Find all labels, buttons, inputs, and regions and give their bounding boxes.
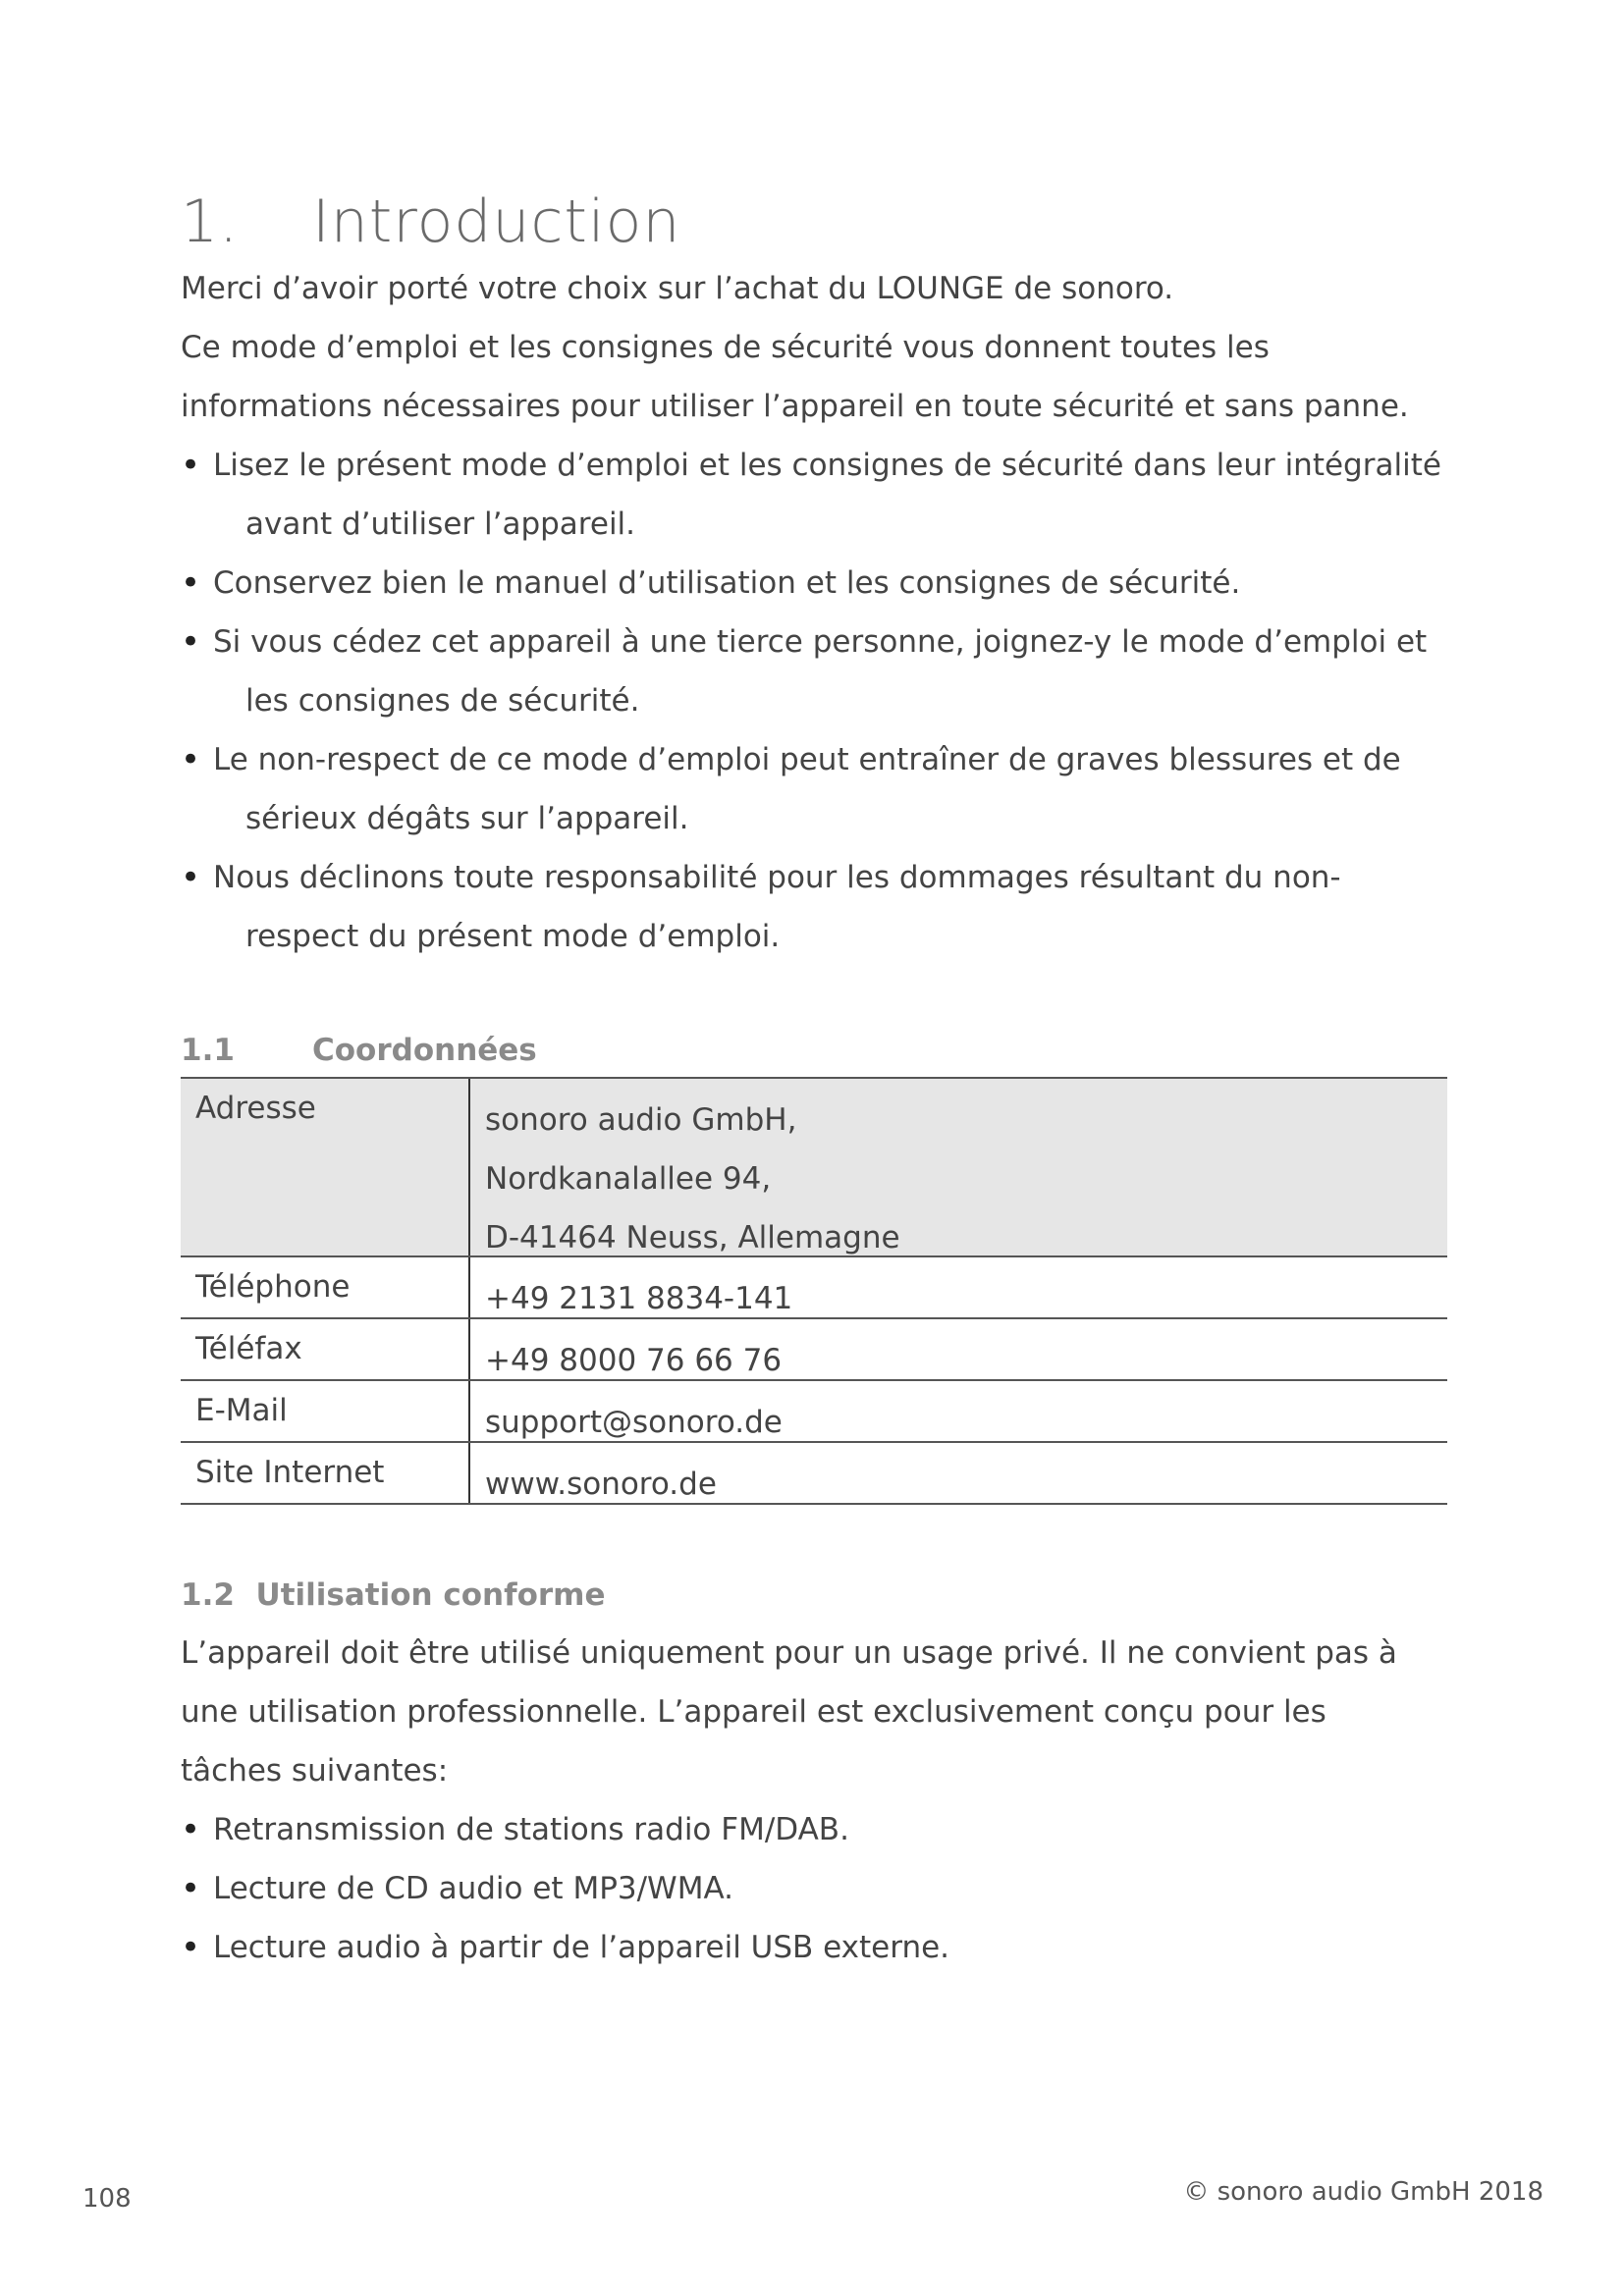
intro-bullet-list	[181, 436, 1457, 966]
row-label: Téléphone	[195, 1269, 351, 1305]
row-label: Site Internet	[195, 1455, 385, 1490]
email-value[interactable]: support@sonoro.de	[485, 1405, 783, 1440]
section-heading-contact	[181, 1033, 537, 1068]
section-title: Utilisation conforme	[255, 1577, 606, 1613]
intended-use-section	[181, 1624, 1408, 1977]
column-divider	[468, 1381, 470, 1441]
section-number: 1.2	[181, 1577, 235, 1613]
chapter-title: Introduction	[312, 187, 681, 256]
row-label: E-Mail	[195, 1393, 288, 1428]
contact-table	[181, 1077, 1447, 1505]
intended-use-paragraph: L’appareil doit être utilisé uniquement pour un usage privé. Il ne convient pas à une utilisation professionnelle. L’appareil est exclusivement conçu pour les tâches suivantes:	[181, 1635, 1397, 1789]
table-row	[181, 1257, 1447, 1319]
intro-paragraph-2: Ce mode d’emploi et les consignes de sécurité vous donnent toutes les informations nécessaires pour utiliser l’appareil en toute sécurité et sans panne.	[181, 330, 1409, 424]
table-row	[181, 1381, 1447, 1443]
column-divider	[468, 1079, 470, 1255]
page-number: 108	[82, 2184, 132, 2214]
row-label: Téléfax	[195, 1331, 302, 1366]
list-item: • Le non-respect de ce mode d’emploi peut entraîner de graves blessures et de sérieux dégâts sur l’appareil.	[181, 730, 1457, 848]
intro-section	[181, 259, 1457, 966]
copyright: © sonoro audio GmbH 2018	[1183, 2177, 1543, 2207]
column-divider	[468, 1319, 470, 1379]
list-item: • Lecture audio à partir de l’appareil USB externe.	[181, 1918, 1408, 1977]
intro-paragraph-1: Merci d’avoir porté votre choix sur l’achat du LOUNGE de sonoro.	[181, 271, 1174, 306]
section-number: 1.1	[181, 1033, 235, 1068]
chapter-number: 1.	[181, 187, 240, 256]
list-item: • Lisez le présent mode d’emploi et les consignes de sécurité dans leur intégralité avant d’utiliser l’appareil.	[181, 436, 1457, 554]
chapter-heading	[181, 187, 680, 257]
list-item: • Conservez bien le manuel d’utilisation et les consignes de sécurité.	[181, 554, 1457, 613]
list-item: • Nous déclinons toute responsabilité pour les dommages résultant du non- respect du présent mode d’emploi.	[181, 848, 1457, 966]
column-divider	[468, 1443, 470, 1503]
list-item: • Si vous cédez cet appareil à une tierce personne, joignez-y le mode d’emploi et les consignes de sécurité.	[181, 613, 1457, 730]
list-item: • Retransmission de stations radio FM/DAB.	[181, 1800, 1408, 1859]
section-heading-intended-use	[181, 1577, 606, 1613]
website-value[interactable]: www.sonoro.de	[485, 1467, 717, 1502]
column-divider	[468, 1257, 470, 1317]
phone-value: +49 2131 8834-141	[485, 1281, 793, 1316]
table-row	[181, 1443, 1447, 1505]
table-row	[181, 1319, 1447, 1381]
intended-use-list	[181, 1800, 1408, 1977]
fax-value: +49 8000 76 66 76	[485, 1343, 783, 1378]
table-row	[181, 1079, 1447, 1257]
section-title: Coordonnées	[312, 1033, 537, 1068]
list-item: • Lecture de CD audio et MP3/WMA.	[181, 1859, 1408, 1918]
row-label: Adresse	[195, 1091, 316, 1126]
address-value: sonoro audio GmbH, Nordkanalallee 94, D-41464 Neuss, Allemagne	[485, 1102, 900, 1255]
